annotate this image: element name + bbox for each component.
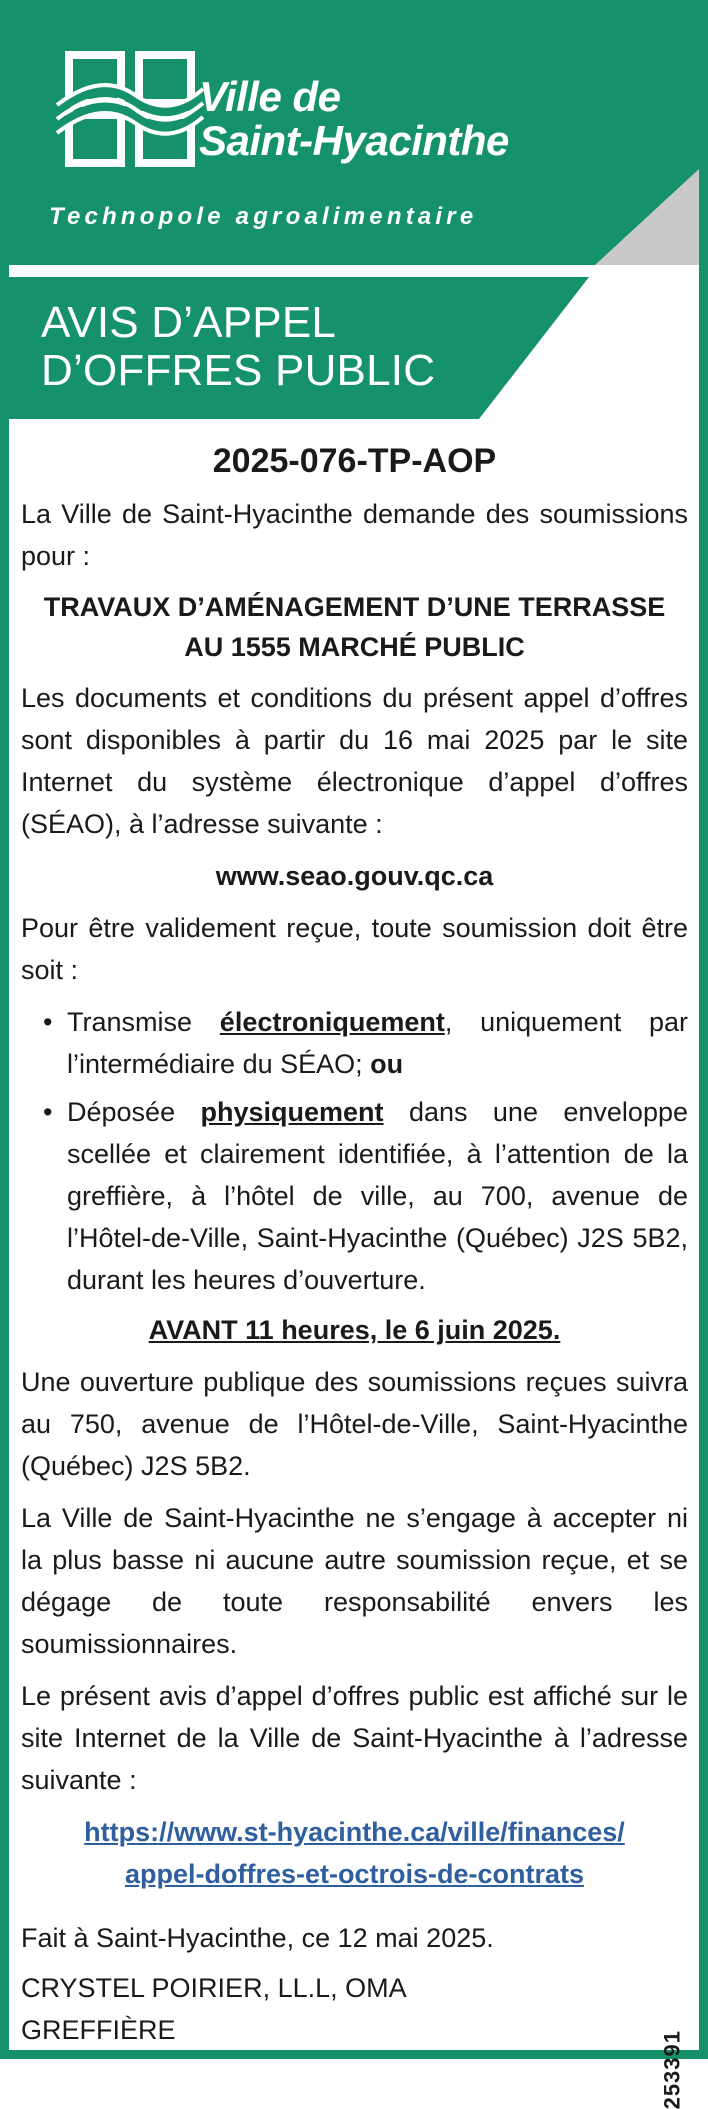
ad-number: 253391 <box>659 2030 684 2109</box>
contract-object-line1: TRAVAUX D’AMÉNAGEMENT D’UNE TERRASSE <box>43 592 666 622</box>
opening-paragraph: Une ouverture publique des soumissions reçues suivra au 750, avenue de l’Hôtel-de-Ville, Saint-Hyacinthe (Québec) J2S 5B2. <box>21 1367 688 1481</box>
posting-paragraph: Le présent avis d’appel d’offres public est affiché sur le site Internet de la Ville de Saint-Hyacinthe à l’adresse suivante : <box>21 1681 688 1795</box>
bullet-icon: • <box>43 1007 53 1037</box>
contract-object <box>21 587 688 667</box>
bullet-icon: • <box>43 1097 53 1127</box>
city-name <box>199 75 509 163</box>
notice-title-line1: AVIS D’APPEL <box>41 298 337 347</box>
submission-methods <box>21 1001 688 1301</box>
header-banner <box>9 9 699 265</box>
header-divider <box>9 265 699 277</box>
notice-title-line2: D’OFFRES PUBLIC <box>41 346 436 395</box>
bullet-suffix: ou <box>370 1049 404 1079</box>
signature-block <box>21 1917 688 2051</box>
validity-intro: Pour être validement reçue, toute soumission doit être soit : <box>21 913 688 985</box>
city-logo-icon <box>61 49 199 169</box>
contract-object-line2: AU 1555 MARCHÉ PUBLIC <box>184 632 525 662</box>
posting-link-line1[interactable]: https://www.st-hyacinthe.ca/ville/finances/ <box>84 1817 625 1847</box>
bullet-emphasis: électroniquement <box>219 1007 445 1037</box>
bullet-rest: dans une enveloppe scellée et clairement identifiée, à l’attention de la greffière, à l’hôtel de ville, au 700, avenue de l’Hôtel-de-Ville, Saint-Hyacinthe (Québec) J2S 5B2, durant les heures d’ouverture. <box>67 1097 688 1295</box>
disclaimer-paragraph: La Ville de Saint-Hyacinthe ne s’engage à accepter ni la plus basse ni aucune autre soumission reçue, et se dégage de toute responsabilité envers les soumissionnaires. <box>21 1503 688 1659</box>
place-date: Fait à Saint-Hyacinthe, ce 12 mai 2025. <box>21 1923 494 1953</box>
reference-number: 2025-076-TP-AOP <box>212 442 497 480</box>
posting-link[interactable] <box>21 1811 688 1895</box>
posting-link-line2[interactable]: appel-doffres-et-octrois-de-contrats <box>124 1859 585 1889</box>
bullet-emphasis: physiquement <box>200 1097 384 1127</box>
list-item <box>21 1091 688 1301</box>
intro-paragraph: La Ville de Saint-Hyacinthe demande des soumissions pour : <box>21 499 688 571</box>
list-item <box>21 1001 688 1085</box>
notice-body <box>21 439 688 2051</box>
documents-paragraph: Les documents et conditions du présent appel d’offres sont disponibles à partir du 16 mai 2025 par le site Internet du système électronique d’appel d’offres (SÉAO), à l’adresse suivante : <box>21 683 688 839</box>
tagline: Technopole agroalimentaire <box>49 203 478 230</box>
city-name-line2: Saint-Hyacinthe <box>199 117 509 164</box>
corner-triangle <box>589 9 699 265</box>
signatory-role: GREFFIÈRE <box>21 2015 176 2045</box>
deadline: AVANT 11 heures, le 6 juin 2025. <box>148 1315 561 1345</box>
bullet-rest: , uniquement par l’intermédiaire du SÉAO; <box>67 1007 688 1079</box>
bullet-prefix: Transmise <box>67 1007 220 1037</box>
notice-title <box>41 299 435 395</box>
seao-url[interactable]: www.seao.gouv.qc.ca <box>215 861 494 891</box>
city-name-line1: Ville de <box>199 73 341 120</box>
signatory-name: CRYSTEL POIRIER, LL.L, OMA <box>21 1973 407 2003</box>
bullet-prefix: Déposée <box>67 1097 201 1127</box>
